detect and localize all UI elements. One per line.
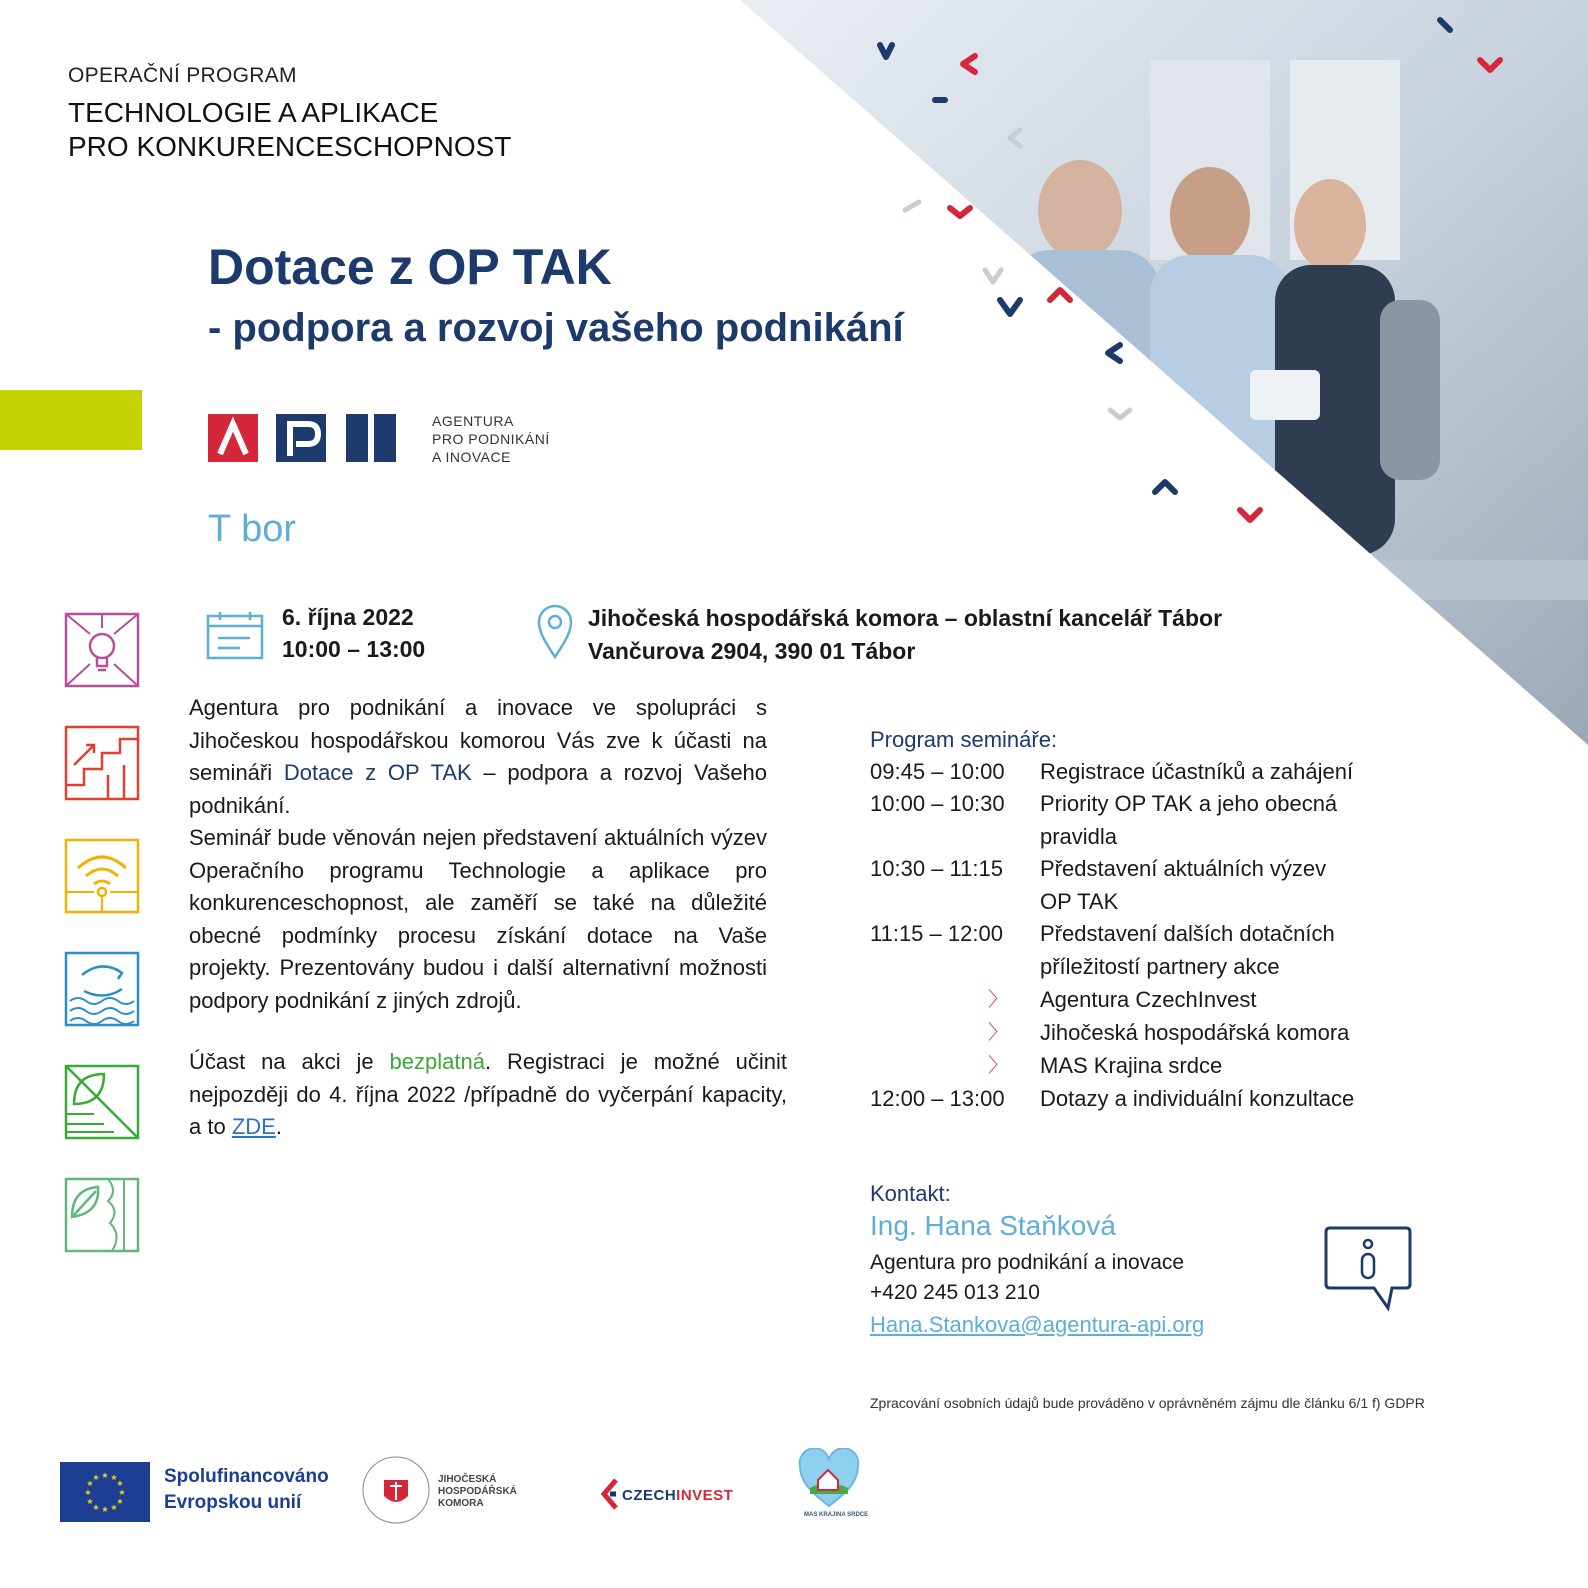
reg-text-b: . Registraci je možné učinit <box>484 1049 787 1074</box>
registration-link[interactable]: ZDE <box>231 1114 276 1139</box>
reg-text-d: . <box>275 1114 282 1139</box>
partner-name: Agentura CzechInvest <box>1040 987 1257 1012</box>
svg-text:★: ★ <box>118 1488 126 1497</box>
location-pin-icon <box>536 603 574 659</box>
invitation-text-b: – podpora a rozvoj Vašeho podnikání. <box>189 760 768 818</box>
chevron-right-icon: 〉 <box>988 989 1008 1011</box>
program-time: 11:15 – 12:00 <box>870 921 1003 946</box>
jhk-logo-text: JIHOČESKÁ HOSPODÁŘSKÁ KOMORA <box>438 1474 517 1509</box>
page-subtitle: - podpora a rozvoj vašeho podnikání <box>208 306 904 350</box>
event-address: Vančurova 2904, 390 01 Tábor <box>588 638 916 664</box>
registration-text <box>189 1046 787 1144</box>
wifi-icon <box>64 838 140 914</box>
svg-text:★: ★ <box>86 1479 94 1488</box>
jhk-emblem-icon <box>360 1454 432 1526</box>
nature-leaf-icon <box>64 1177 140 1253</box>
invitation-text-a: Agentura pro podnikání a inovace ve spolupráci s Jihočeskou hospodářskou komorou Vás zve k účasti na semináři <box>189 695 767 785</box>
program-desc: Představení aktuálních výzev OP TAK <box>1040 856 1327 914</box>
invitation-paragraph-1 <box>189 692 767 822</box>
deadline-text: nejpozději do 4. října 2022 <box>189 1081 456 1107</box>
program-time: 09:45 – 10:00 <box>870 759 1005 784</box>
program-heading: Program semináře: <box>870 727 1058 752</box>
contact-phone: +420 245 013 210 <box>870 1281 1040 1304</box>
contact-name: Ing. Hana Staňková <box>870 1210 1116 1241</box>
svg-text:★: ★ <box>110 1473 118 1482</box>
accent-bar <box>0 390 142 450</box>
free-highlight: bezplatná <box>389 1049 485 1074</box>
czechinvest-mark-icon <box>600 1478 620 1510</box>
svg-text:★: ★ <box>116 1497 124 1506</box>
program-time: 12:00 – 13:00 <box>870 1086 1005 1111</box>
program-label: OPERAČNÍ PROGRAM <box>68 64 297 87</box>
reg-text-c: /případně do vyčerpání kapacity, a to <box>189 1081 787 1139</box>
api-logo <box>208 414 400 462</box>
api-logo-text: AGENTURA PRO PODNIKÁNÍ A INOVACE <box>432 413 550 465</box>
svg-text:★: ★ <box>92 1503 100 1512</box>
czechinvest-b: INVEST <box>676 1487 734 1504</box>
svg-text:★: ★ <box>86 1497 94 1506</box>
invitation-text <box>189 692 767 1017</box>
page-title: Dotace z OP TAK <box>208 239 612 295</box>
svg-text:★: ★ <box>101 1471 109 1480</box>
program-name-line-2: PRO KONKURENCESCHOPNOST <box>68 131 512 162</box>
reg-text-a: Účast na akci je <box>189 1049 390 1074</box>
svg-text:★: ★ <box>101 1505 109 1514</box>
mas-heart-logo-icon <box>798 1448 860 1510</box>
event-time: 10:00 – 13:00 <box>282 636 426 662</box>
partner-name: MAS Krajina srdce <box>1040 1053 1223 1078</box>
chevron-right-icon: 〉 <box>988 1055 1008 1077</box>
program-desc: Dotazy a individuální konzultace <box>1040 1086 1355 1111</box>
contact-email-link[interactable]: Hana.Stankova@agentura-api.org <box>870 1312 1205 1337</box>
water-cycle-icon <box>64 951 140 1027</box>
lightbulb-icon <box>64 612 140 688</box>
gdpr-notice: Zpracování osobních údajů bude prováděno v oprávněném zájmu dle článku 6/1 f) GDPR <box>870 1395 1425 1411</box>
program-desc: Představení dalších dotačních příležitostí partnery akce <box>1040 921 1335 979</box>
contact-org: Agentura pro podnikání a inovace <box>870 1251 1185 1274</box>
svg-text:★: ★ <box>116 1479 124 1488</box>
czechinvest-logo-text <box>622 1487 733 1504</box>
seminar-name-highlight: Dotace z OP TAK <box>283 760 472 785</box>
program-time: 10:30 – 11:15 <box>870 856 1003 881</box>
svg-text:★: ★ <box>110 1503 118 1512</box>
growth-chart-icon <box>64 725 140 801</box>
czechinvest-a: CZECH <box>622 1487 677 1504</box>
chevron-right-icon: 〉 <box>988 1022 1008 1044</box>
leaf-icon <box>64 1064 140 1140</box>
calendar-icon <box>206 610 264 660</box>
partner-name: Jihočeská hospodářská komora <box>1040 1020 1350 1045</box>
svg-text:★: ★ <box>84 1488 92 1497</box>
program-name <box>68 96 511 164</box>
program-time: 10:00 – 10:30 <box>870 791 1005 816</box>
eu-cofinanced-text: Spolufinancováno Evropskou unií <box>164 1466 329 1513</box>
program-name-line-1: TECHNOLOGIE A APLIKACE <box>68 97 439 128</box>
svg-text:★: ★ <box>92 1473 100 1482</box>
program-desc: Registrace účastníků a zahájení <box>1040 759 1354 784</box>
contact-heading: Kontakt: <box>870 1181 951 1206</box>
eu-flag-icon <box>60 1462 150 1522</box>
info-icon <box>1322 1224 1414 1314</box>
mas-logo-text: MAS KRAJINA SRDCE <box>804 1512 869 1518</box>
program-desc: Priority OP TAK a jeho obecná pravidla <box>1040 791 1338 849</box>
invitation-paragraph-2: Seminář bude věnován nejen představení aktuálních výzev Operačního programu Technologie a aplikace pro konkurenceschopnost, ale zaměří se také na důležité obecné podmínky procesu získání dotace na Vaše projekty. Prezentovány budou i další alternativní možnosti podpory podnikání z jiných zdrojů. <box>189 825 767 1013</box>
event-date: 6. října 2022 <box>282 604 414 630</box>
event-venue: Jihočeská hospodářská komora – oblastní kancelář Tábor <box>588 605 1223 631</box>
city-name: T bor <box>208 508 297 550</box>
